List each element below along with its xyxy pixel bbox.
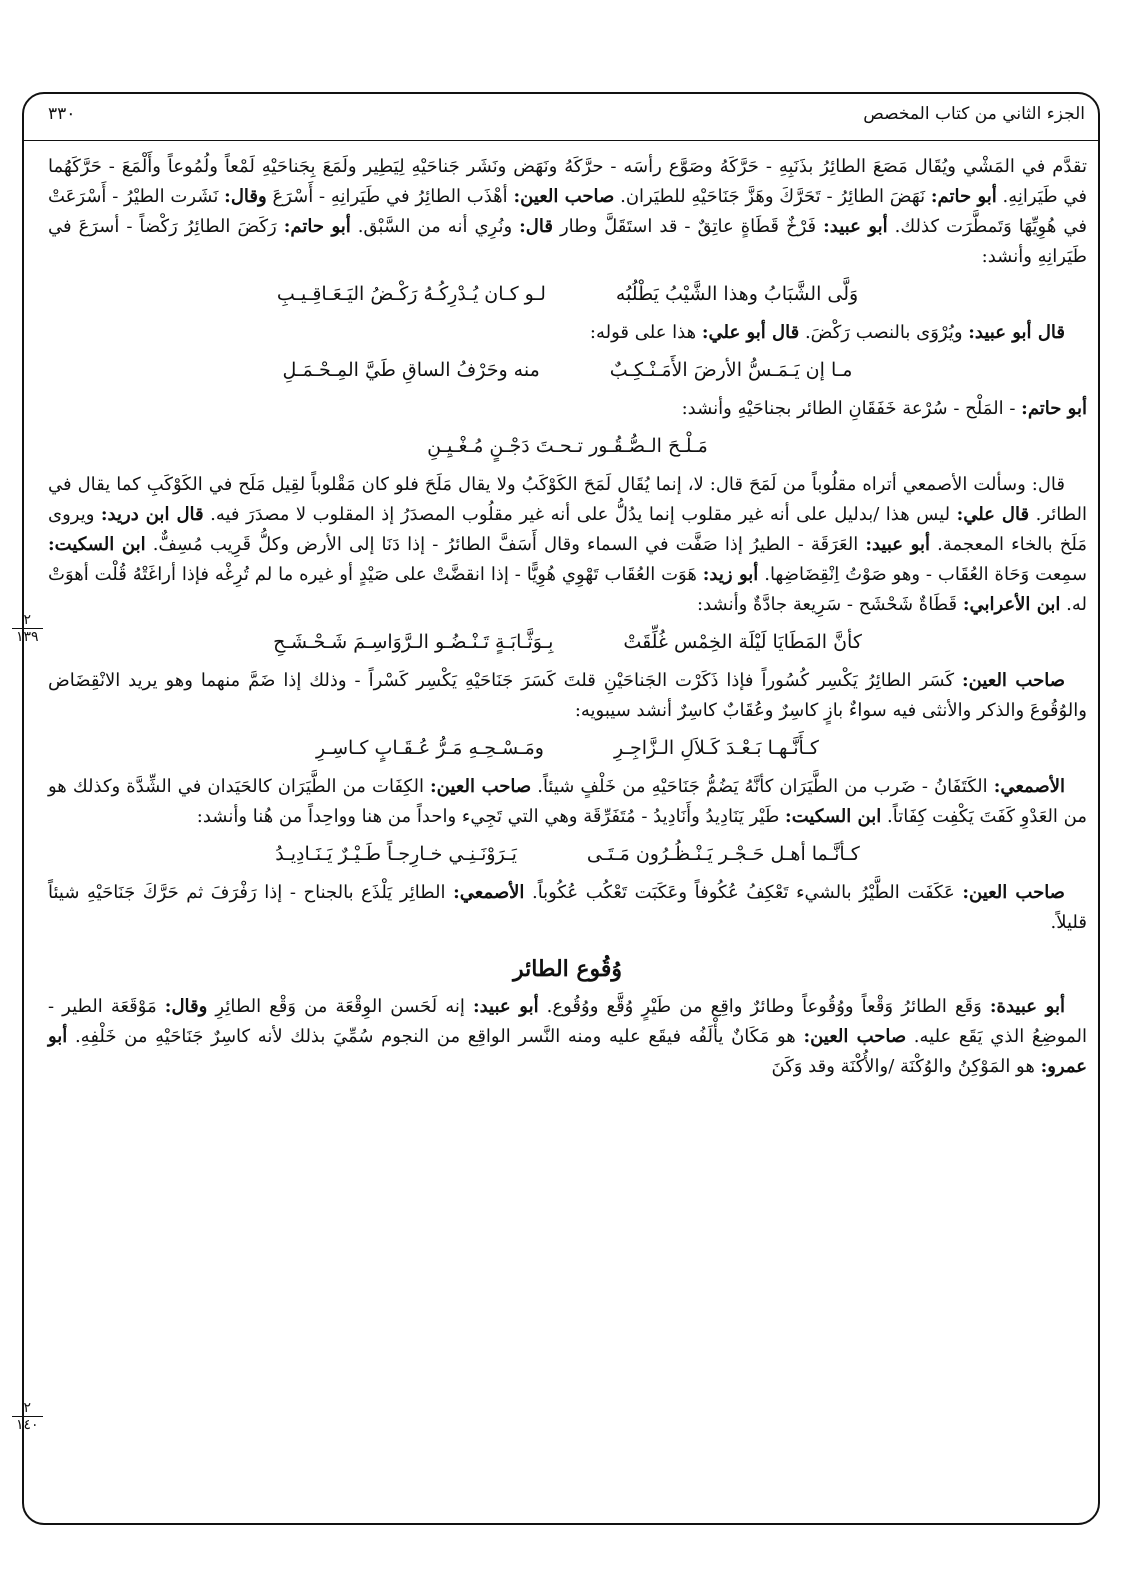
marker-folio: ١٤٠ <box>16 1417 39 1433</box>
verse-second-hemistich: ومَـسْـحِـهِ مَـرُّ عُـقَـابٍ كـاسِـرِ <box>316 737 544 759</box>
paragraph <box>48 878 1087 938</box>
speaker: قال ابن دريد: <box>100 504 204 525</box>
text-run: الطائِر يَلْذَع بالجناح - إذا رَفْرَفَ ثم حَرَّكَ جَنَاحَيْهِ شيئاً قليلاً. <box>48 882 1087 933</box>
main-text <box>48 152 1087 1502</box>
text-run: الكَتَفَانُ - ضَرب من الطَّيَرَان كأنَّهُ يَضُمُّ جَنَاحَيْهِ من خَلْفٍ شيئاً. <box>537 776 988 797</box>
verse-second-hemistich: بِـوَثَّـابَـةٍ تَـنْـضُـو الـرَّوَاسِـمَ شَـحْـشَـحِ <box>273 631 554 653</box>
text-run: مَوْقَعَة الطير - الموضِعُ الذي يَقَع عليه. <box>48 996 1087 1047</box>
text-run: ويروى مَلَخ بالخاء المعجمة. <box>48 504 1088 555</box>
speaker: أبو عبيدة: <box>989 996 1065 1017</box>
paragraph <box>48 318 1087 348</box>
verse-second-hemistich: يَـرَوْنَـنِـي خـارِجـاً طَـيْـرٌ يَـنَـادِيـدُ <box>275 843 517 865</box>
paragraph <box>48 772 1087 832</box>
speaker: أبو عمرو: <box>48 1026 1087 1077</box>
speaker: أبو حاتم: <box>283 216 351 237</box>
speaker: وقال: <box>224 186 267 207</box>
speaker: ابن السكيت: <box>785 806 882 827</box>
verse-second-hemistich: منه وحَرْفُ الساقِ طَيَّ المِـحْـمَـلِ <box>282 359 540 381</box>
marker-volume: ٢ <box>12 612 43 629</box>
speaker: صاحب العين: <box>513 186 615 207</box>
verse-first-hemistich: كـأنَّـما أهـل حَـجْـر يَـنْـظُـرُون مَـتَـى <box>586 843 860 865</box>
speaker: أبو حاتم: <box>1021 398 1087 419</box>
speaker: ابن الأعرابي: <box>962 594 1061 615</box>
paragraph <box>48 992 1087 1082</box>
text-run: طَيْر يَنَادِيدُ وأَنَادِيدُ - مُتَفَرِّقَة وهي التي تَجِيء واحداً من هنا وواحِداً من هُنا وأنشد: <box>196 806 780 827</box>
text-run: أهْذَب الطائِرُ في طَيَرانِهِ - أَسْرَعَ <box>272 186 508 207</box>
paragraph <box>48 394 1087 424</box>
section-title: وُقُوع الطائر <box>512 956 623 982</box>
text-run: وَقَع الطائرُ وَقْعاً ووُقُوعاً وطائرٌ واقِع من طَيْرٍ وُقَّع ووُقُوع. <box>546 996 982 1017</box>
text-run: قَطَاةٌ شَحْشَح - سَرِيعة جادَّةٌ وأنشد: <box>697 594 958 615</box>
text-run: قال: وسألت الأصمعي أتراه مقلُوباً من لَمَحَ قال: لا، إنما يُقَال لَمَحَ الكَوْكَبُ ولا يقال مَلَحَ فلو كان مَقْلوباً لقِيل مَلَح في الكَوْكَبِ كما يقال في الطائر. <box>48 474 1087 525</box>
text-run: عَكَفَت الطَّيْرُ بالشيء تَعْكِفُ عُكُوفاً وعَكَبَت تَعْكُب عُكُوباً. <box>531 882 955 903</box>
marker-folio: ١٣٩ <box>16 629 39 645</box>
speaker: صاحب العين: <box>961 670 1065 691</box>
text-run: ويُرْوَى بالنصب رَكْضَ. <box>804 322 963 343</box>
speaker: صاحب العين: <box>803 1026 907 1047</box>
text-run: فَرْخٌ قَطَاةٍ عاتِقٌ - قد استَقَلَّ وطار <box>559 216 817 237</box>
running-header: الجزء الثاني من كتاب المخصص <box>863 104 1085 124</box>
text-run: كَسَر الطائِرُ يَكْسِر كُسُوراً فإذا ذَكَرْت الجَناحَيْنِ قلتَ كَسَرَ جَنَاحَيْهِ يَكْسِر كَسْراً - وذلك إذا ضَمَّ منهما وهو يريد الانْقِضَاض والوُقُوعَ والذكر والأنثى فيه سواءٌ بازٍ كاسِرٌ وعُقَابٌ كاسِرٌ أنشد سيبويه: <box>48 670 1087 721</box>
margin-folio-marker <box>12 612 43 645</box>
verse <box>48 278 1087 310</box>
text-run: سمِعت وَحَاة العُقَاب - وهو صَوْتُ اِنْقِضَاضِها. <box>764 564 1087 585</box>
speaker: قال علي: <box>956 504 1030 525</box>
verse <box>48 626 1087 658</box>
text-run: هذا على قوله: <box>589 322 697 343</box>
text-run: هَوَت العُقَاب تَهْوِي هُوِيًّا - إذا انقضَّتْ على صَيْدٍ أو غيره ما لم تُرِغْه فإذا أراغَتْهُ قُلْت أهوَتْ له. <box>48 564 1087 615</box>
text-run: هو المَوْكِنُ والوُكْنَة /والأُكْنَة وقد وَكَنَ <box>771 1056 1035 1077</box>
speaker: وقال: <box>164 996 208 1017</box>
text-run: الكِفَات من الطَّيَرَان كالحَيَدان في الشِّدَّة وكذلك هو من العَدْوِ كَفَتَ يَكْفِت كِفَاتاً. <box>48 776 1087 827</box>
verse-first-hemistich: وَلَّى الشَّبَابُ وهذا الشَّيْبُ يَطْلُبُه <box>615 283 859 305</box>
page-number: ٣٣٠ <box>48 104 76 124</box>
speaker: أبو زيد: <box>702 564 759 585</box>
margin-folio-marker <box>12 1400 43 1433</box>
text-run: - المَلْح - سُرْعة خَفَقَانِ الطائر بجناحَيْهِ وأنشد: <box>681 398 1016 419</box>
text-run: ليس هذا /بدليل على أنه غير مقلوب إنما يدُلُّ على أنه غير مقلُوب المصدَرُ إذ المقلوب لا مصدَرَ فيه. <box>210 504 951 525</box>
text-run: نَشَرت الطيْرُ - أَسْرَعَتْ في هُوِيِّهَا وَتَمطَّرَت كذلك. <box>48 186 1087 237</box>
text-run: هو مَكَانٌ يأْلَفُه فيقَع عليه ومنه النَّسر الواقِع من النجوم سُمِّيَ بذلك لأنه كاسِرٌ جَنَاحَيْهِ من خَلْفِهِ. <box>74 1026 796 1047</box>
verse-first-hemistich: كـأَنَّـهـا بَـعْـدَ كَـلاَلِ الـزَّاجِـرِ <box>613 737 819 759</box>
speaker: ابن السكيت: <box>48 534 146 555</box>
text-run: ونُرِي أنه من السَّبْق. <box>357 216 513 237</box>
text-run: رَكَضَ الطائِرُ رَكْضاً - أسرَعَ في طَيَرانِهِ وأنشد: <box>48 216 1087 267</box>
speaker: صاحب العين: <box>430 776 532 797</box>
speaker: أبو عبيد: <box>472 996 539 1017</box>
speaker: قال أبو عبيد: <box>968 322 1065 343</box>
speaker: الأصمعي: <box>453 882 525 903</box>
speaker: قال أبو علي: <box>701 322 800 343</box>
verse <box>48 838 1087 870</box>
marker-volume: ٢ <box>12 1400 43 1417</box>
speaker: الأصمعي: <box>993 776 1065 797</box>
verse <box>48 354 1087 386</box>
paragraph <box>48 152 1087 272</box>
speaker: أبو حاتم: <box>930 186 997 207</box>
verse-second-hemistich: لـو كـان يُـدْرِكُـهُ رَكْـضُ اليَـعَـاقِـيـبِ <box>276 283 546 305</box>
speaker: صاحب العين: <box>962 882 1065 903</box>
text-run: تقدَّم في المَشْي ويُقَال مَصَعَ الطائِرُ بذَنَبِهِ - حَرَّكَهُ وصَوَّع رأسَه - حرَّكَهُ ونَهَض ونَشَر جَناحَيْهِ لِيَطِير ولَمَعَ بِجَناحَيْهِ لَمْعاً ولُمُوعاً وأَلْمَعَ - حَرَّكَهُما في طَيَرانِهِ. <box>48 156 1087 207</box>
text-run: إنه لَحَسن الوِقْعَة من وَقْع الطائِرِ <box>215 996 465 1017</box>
verse-first-hemistich: مـا إن يَـمَـسُّ الأرضَ الأَمَـنْـكِـبٌ <box>609 359 853 381</box>
paragraph <box>48 666 1087 726</box>
verse <box>48 430 1087 462</box>
verse-single-line: مَـلْـحَ الـصُّـقُـور تـحـتَ دَجْـنٍ مُـغْـيِـنِ <box>427 435 708 457</box>
verse <box>48 732 1087 764</box>
speaker: أبو عبيد: <box>823 216 888 237</box>
speaker: قال: <box>519 216 553 237</box>
text-run: نَهَضَ الطائِرُ - تَحَرَّكَ وهَزَّ جَنَاحَيْهِ للطيَران. <box>620 186 926 207</box>
header-rule <box>22 140 1100 141</box>
verse-first-hemistich: كأنَّ المَطَايَا لَيْلَة الخِمْس غُلِّقَتْ <box>623 631 862 653</box>
text-run: العَرَقَة - الطيرُ إذا صَفَّت في السماء وقال أَسَفَّ الطائرُ - إذا دَنَا إلى الأرض وكلُّ قَرِيب مُسِفٌّ. <box>152 534 859 555</box>
paragraph <box>48 470 1087 620</box>
speaker: أبو عبيد: <box>865 534 930 555</box>
